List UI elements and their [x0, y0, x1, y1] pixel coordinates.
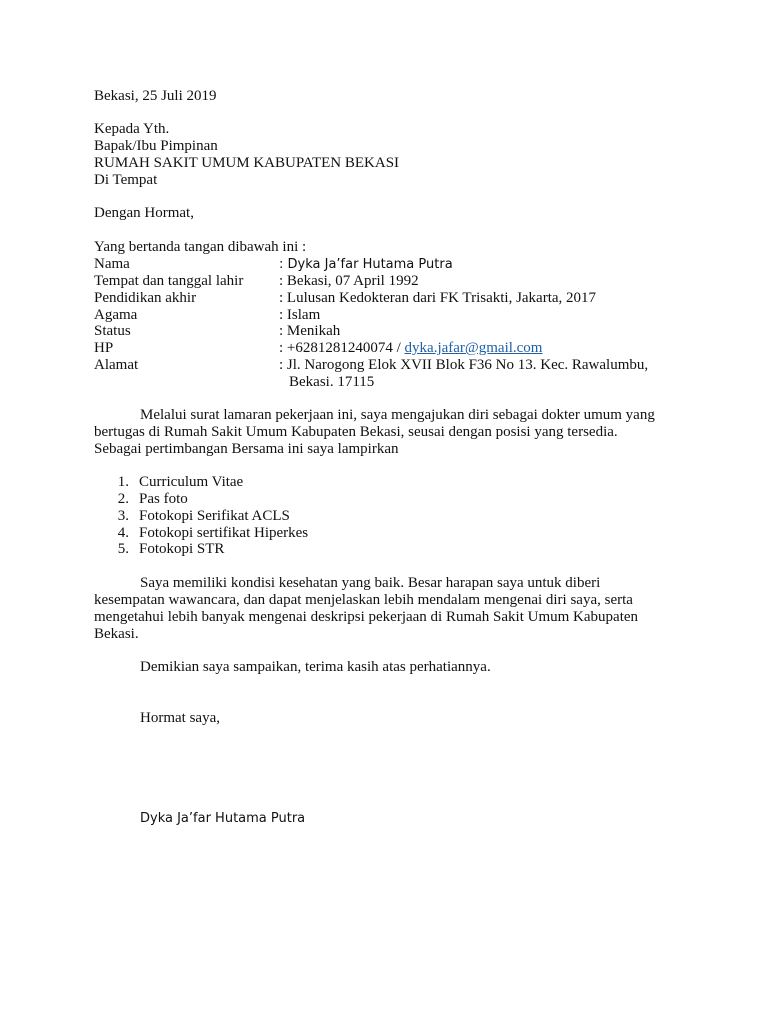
field-pendidikan-value: : Lulusan Kedokteran dari FK Trisakti, Jakarta, 2017 [279, 290, 597, 306]
recipient-line-1: Kepada Yth. [94, 121, 170, 137]
field-pendidikan-label: Pendidikan akhir [94, 290, 197, 306]
field-ttl-value: : Bekasi, 07 April 1992 [279, 273, 419, 289]
field-status-value: : Menikah [279, 323, 341, 339]
signature-name: Dyka Ja’far Hutama Putra [140, 811, 306, 826]
recipient-line-3: RUMAH SAKIT UMUM KABUPATEN BEKASI [94, 155, 400, 171]
paragraph2-line4: Bekasi. [94, 626, 139, 642]
paragraph1-line1: Melalui surat lamaran pekerjaan ini, saya mengajukan diri sebagai dokter umum yang [140, 407, 655, 423]
paragraph2-line1: Saya memiliki kondisi kesehatan yang baik. Besar harapan saya untuk diberi [140, 575, 601, 591]
greeting: Dengan Hormat, [94, 205, 194, 221]
intro-line: Yang bertanda tangan dibawah ini : [94, 239, 307, 255]
list-item-number: 2. [117, 491, 129, 507]
field-ttl-label: Tempat dan tanggal lahir [94, 273, 244, 289]
list-item [105, 541, 224, 558]
field-agama-label: Agama [94, 307, 138, 323]
field-alamat-value-2: Bekasi. 17115 [289, 374, 375, 390]
list-item-number: 5. [117, 541, 129, 557]
paragraph1-line3: Sebagai pertimbangan Bersama ini saya lampirkan [94, 441, 399, 457]
list-item-number: 3. [117, 508, 129, 524]
field-agama-value: : Islam [279, 307, 321, 323]
recipient-line-2: Bapak/Ibu Pimpinan [94, 138, 218, 154]
list-item [105, 474, 243, 491]
list-item-text: Fotokopi STR [139, 541, 225, 557]
list-item-text: Curriculum Vitae [139, 474, 244, 490]
field-status-label: Status [94, 323, 131, 339]
paragraph1-line2: bertugas di Rumah Sakit Umum Kabupaten Bekasi, seusai dengan posisi yang tersedia. [94, 424, 618, 440]
closing-line: Demikian saya sampaikan, terima kasih atas perhatiannya. [140, 659, 491, 675]
list-item [105, 525, 308, 542]
list-item-number: 4. [117, 525, 129, 541]
field-hp-row [279, 340, 542, 357]
list-item-text: Fotokopi Serifikat ACLS [139, 508, 290, 524]
list-item-number: 1. [117, 474, 129, 490]
recipient-line-4: Di Tempat [94, 172, 158, 188]
list-item [105, 491, 188, 508]
email-link[interactable]: dyka.jafar@gmail.com [404, 340, 543, 356]
field-nama-value: : Dyka Ja’far Hutama Putra [279, 257, 453, 272]
field-nama-label: Nama [94, 256, 130, 272]
paragraph2-line2: kesempatan wawancara, dan dapat menjelaskan lebih mendalam mengenai diri saya, serta [94, 592, 633, 608]
list-item-text: Fotokopi sertifikat Hiperkes [139, 525, 309, 541]
field-alamat-value-1: : Jl. Narogong Elok XVII Blok F36 No 13. Kec. Rawalumbu, [279, 357, 649, 373]
field-hp-label: HP [94, 340, 114, 356]
date-line: Bekasi, 25 Juli 2019 [94, 88, 217, 104]
paragraph2-line3: mengetahui lebih banyak mengenai deskripsi pekerjaan di Rumah Sakit Umum Kabupaten [94, 609, 639, 625]
field-hp-value: : +6281281240074 / [279, 340, 405, 356]
field-alamat-label: Alamat [94, 357, 139, 373]
list-item-text: Pas foto [139, 491, 188, 507]
regards-line: Hormat saya, [140, 710, 220, 726]
list-item [105, 508, 290, 525]
